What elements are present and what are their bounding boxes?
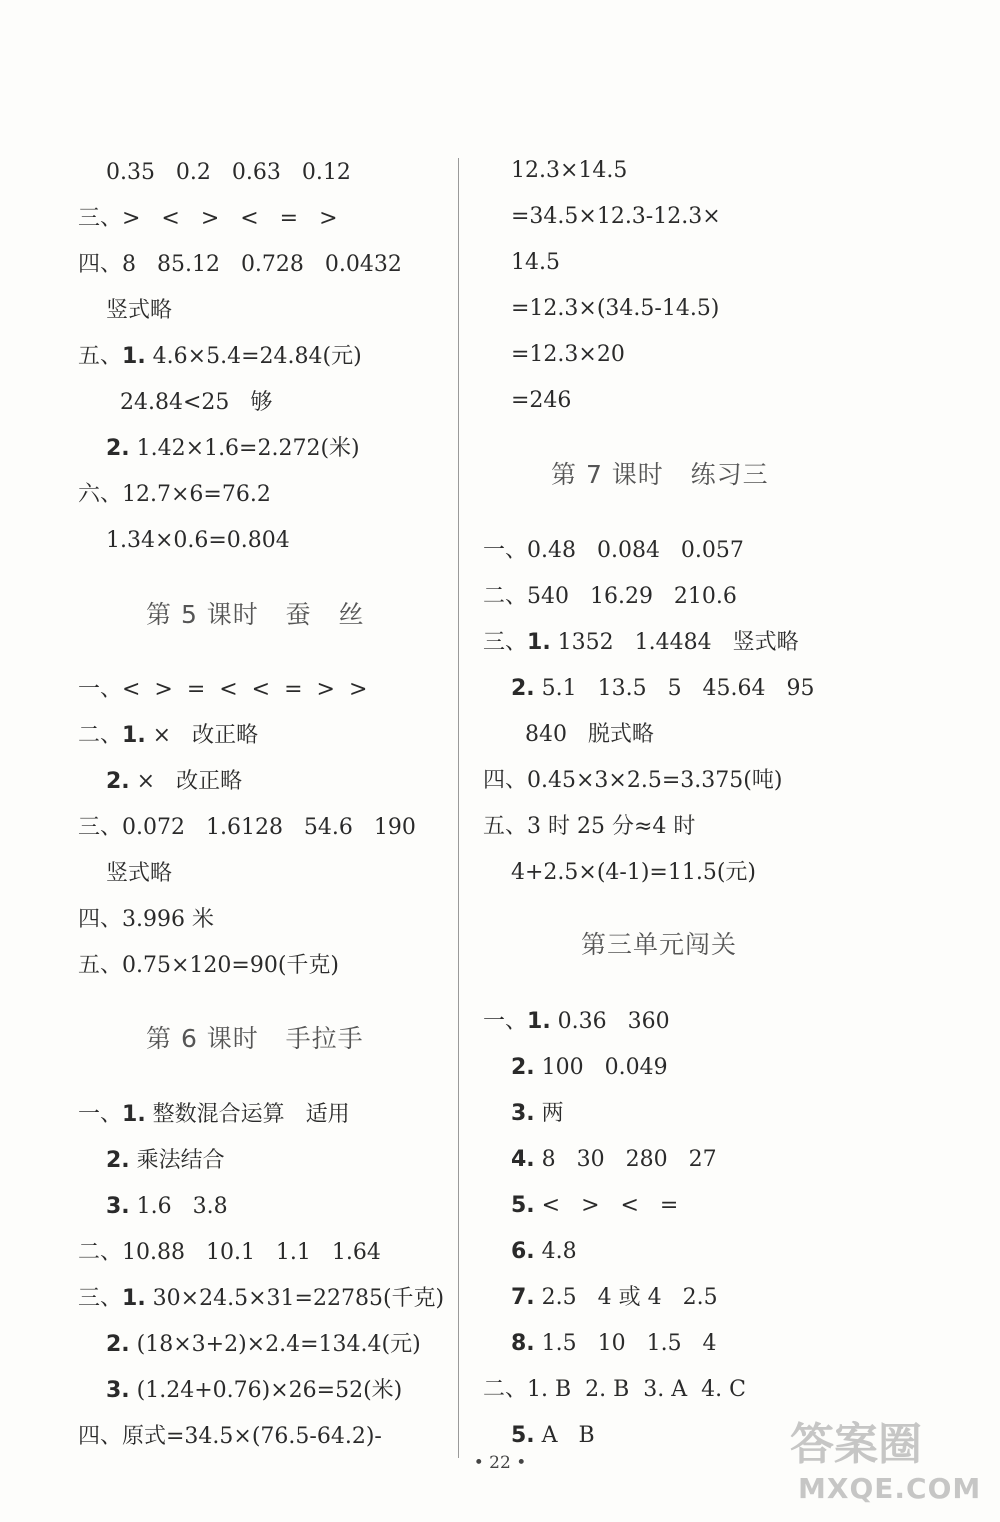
answer-line (78, 1330, 421, 1360)
answer-line (483, 1237, 577, 1267)
line-text: 1.6 3.8 (129, 1194, 228, 1219)
answer-line: 四、0.45×3×2.5=3.375(吨) (483, 768, 783, 793)
answer-line: 840 脱式略 (483, 722, 654, 747)
answer-line: =34.5×12.3-12.3× (483, 204, 721, 229)
section-heading: 第 5 课时 蚕 丝 (146, 600, 365, 629)
item-number: 4. (510, 1147, 535, 1172)
answer-line: =12.3×(34.5-14.5) (483, 296, 720, 321)
line-text: 5.1 13.5 5 45.64 95 (534, 676, 815, 701)
answer-line: 六、12.7×6=76.2 (78, 482, 271, 507)
answer-line: 竖式略 (78, 861, 172, 886)
answer-line: =246 (483, 388, 572, 413)
section-heading: 第三单元闯关 (581, 930, 738, 959)
line-prefix (78, 769, 106, 794)
answer-line (483, 1191, 678, 1221)
item-number: 8. (510, 1331, 535, 1356)
answer-line (483, 628, 799, 658)
item-number: 2. (105, 436, 130, 461)
line-prefix: 二、 (78, 723, 123, 748)
item-number: 2. (510, 1055, 535, 1080)
answer-line (78, 1192, 228, 1222)
line-text: × 改正略 (129, 769, 243, 794)
line-prefix (78, 1194, 106, 1219)
line-text: 乘法结合 (129, 1148, 225, 1173)
item-number: 1. (527, 630, 551, 655)
answer-line: 四、原式=34.5×(76.5-64.2)- (78, 1424, 382, 1449)
line-prefix (78, 1332, 106, 1357)
watermark (790, 1408, 990, 1518)
answer-line: 二、10.88 10.1 1.1 1.64 (78, 1240, 381, 1265)
line-text: 1.5 10 1.5 4 (534, 1331, 717, 1356)
answer-line (483, 1421, 595, 1451)
item-number: 1. (122, 1286, 146, 1311)
column-divider (458, 158, 459, 1458)
line-text: (18×3+2)×2.4=134.4(元) (129, 1332, 421, 1357)
watermark-logo: 答案圈 (790, 1419, 922, 1470)
answer-line: 竖式略 (78, 298, 172, 323)
page-number: • 22 • (473, 1453, 527, 1473)
answer-line (483, 1283, 718, 1313)
answer-line (483, 1145, 717, 1175)
watermark-site: MXQE.COM (798, 1472, 982, 1505)
line-text: × 改正略 (145, 723, 259, 748)
answer-line: 四、3.996 米 (78, 907, 214, 932)
answer-line (483, 1007, 670, 1037)
line-prefix: 三、 (78, 1286, 123, 1311)
answer-line: 12.3×14.5 (483, 158, 628, 183)
item-number: 5. (510, 1193, 535, 1218)
line-text: < > < = (534, 1193, 679, 1218)
line-prefix (483, 1147, 511, 1172)
answer-line (78, 767, 242, 797)
line-prefix (78, 1148, 106, 1173)
line-prefix: 一、 (483, 1009, 528, 1034)
line-text: 4.6×5.4=24.84(元) (145, 344, 362, 369)
item-number: 3. (105, 1194, 130, 1219)
answer-line (483, 674, 815, 704)
line-prefix: 五、 (78, 344, 123, 369)
line-text: 1.42×1.6=2.272(米) (129, 436, 360, 461)
item-number: 1. (122, 344, 146, 369)
answer-line (483, 1099, 564, 1129)
line-prefix (483, 1423, 511, 1448)
line-text: 100 0.049 (534, 1055, 668, 1080)
answer-line: 0.35 0.2 0.63 0.12 (78, 160, 351, 185)
answer-line (483, 1329, 717, 1359)
item-number: 2. (510, 676, 535, 701)
section-heading: 第 6 课时 手拉手 (146, 1024, 364, 1053)
line-text: 1352 1.4484 竖式略 (550, 630, 799, 655)
answer-line (78, 1376, 402, 1406)
answer-line (78, 721, 258, 751)
answer-line: 三、0.072 1.6128 54.6 190 (78, 815, 416, 840)
answer-line (78, 1284, 444, 1314)
answer-line: =12.3×20 (483, 342, 625, 367)
line-text: 30×24.5×31=22785(千克) (145, 1286, 445, 1311)
line-prefix (483, 1239, 511, 1264)
line-prefix: 一、 (78, 1102, 123, 1127)
answer-line: 4+2.5×(4-1)=11.5(元) (483, 860, 757, 885)
answer-line: 1.34×0.6=0.804 (78, 528, 290, 553)
line-text: (1.24+0.76)×26=52(米) (129, 1378, 403, 1403)
line-text: 整数混合运算 适用 (145, 1102, 350, 1127)
line-prefix (483, 1193, 511, 1218)
line-text: 2.5 4 或 4 2.5 (534, 1285, 718, 1310)
line-text: A B (534, 1423, 595, 1448)
item-number: 2. (105, 769, 130, 794)
line-prefix (483, 1101, 511, 1126)
item-number: 1. (122, 723, 146, 748)
line-text: 两 (534, 1101, 564, 1126)
answer-line (483, 1053, 668, 1083)
answer-line (78, 1100, 350, 1130)
line-prefix (78, 436, 106, 461)
answer-line: 一、< > = < < = > > (78, 677, 368, 702)
line-prefix (483, 1285, 511, 1310)
answer-line: 24.84<25 够 (78, 390, 273, 415)
item-number: 7. (510, 1285, 535, 1310)
answer-line: 五、3 时 25 分≈4 时 (483, 814, 696, 839)
answer-line: 四、8 85.12 0.728 0.0432 (78, 252, 402, 277)
item-number: 6. (510, 1239, 535, 1264)
line-prefix: 三、 (483, 630, 528, 655)
answer-line: 二、540 16.29 210.6 (483, 584, 737, 609)
line-text: 8 30 280 27 (534, 1147, 717, 1172)
item-number: 1. (122, 1102, 146, 1127)
answer-line (78, 342, 362, 372)
answer-line: 14.5 (483, 250, 560, 275)
item-number: 2. (105, 1332, 130, 1357)
answer-line (78, 1146, 225, 1176)
section-heading: 第 7 课时 练习三 (551, 460, 769, 489)
item-number: 3. (105, 1378, 130, 1403)
item-number: 2. (105, 1148, 130, 1173)
answer-line: 一、0.48 0.084 0.057 (483, 538, 744, 563)
line-prefix (483, 1055, 511, 1080)
item-number: 1. (527, 1009, 551, 1034)
line-text: 4.8 (534, 1239, 577, 1264)
line-text: 0.36 360 (550, 1009, 670, 1034)
item-number: 5. (510, 1423, 535, 1448)
answer-line: 二、1. B 2. B 3. A 4. C (483, 1377, 746, 1402)
answer-line: 三、> < > < = > (78, 206, 338, 231)
line-prefix (483, 1331, 511, 1356)
line-prefix (78, 1378, 106, 1403)
answer-line: 五、0.75×120=90(千克) (78, 953, 340, 978)
item-number: 3. (510, 1101, 535, 1126)
answer-line (78, 434, 360, 464)
line-prefix (483, 676, 511, 701)
